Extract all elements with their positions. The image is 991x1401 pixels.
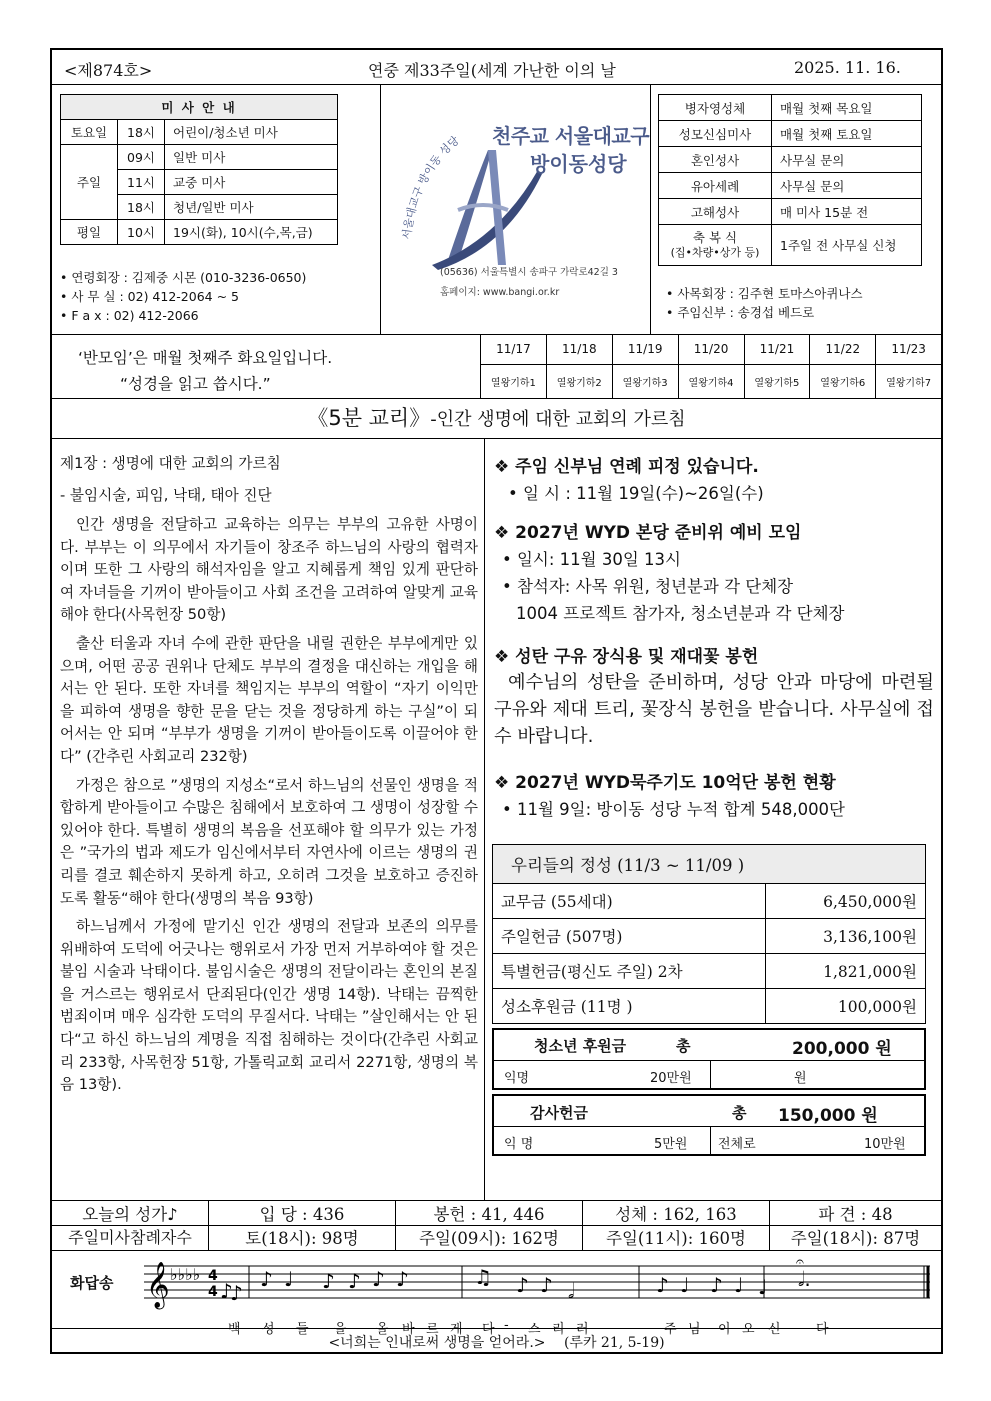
youth-donation-other: 원	[794, 1071, 807, 1086]
sunday-time-2: 11시	[118, 170, 165, 195]
sacrament-name-blessing	[659, 225, 772, 266]
sunday-label: 주일	[61, 145, 118, 220]
cal-date: 11/22	[810, 334, 876, 364]
contact-fax: • F a x : 02) 412-2066	[60, 308, 199, 323]
lyric-syllable: 성	[262, 1322, 275, 1337]
thanks-donation-anon-amount: 5만원	[654, 1137, 688, 1152]
thanks-donation-box	[492, 1094, 926, 1156]
offering-label: 특별헌금(평신도 주일) 2차	[493, 954, 766, 989]
catechism-paragraph: 가정은 참으로 ”생명의 지성소“로서 하느님의 선물인 생명을 적합하게 받아들이고 수많은 침해에서 보호하여 그 생명이 성장할 수 있어야 한다. 특별히 생명의 복음을 선포해야 할 의무가 있는 가정은 ”국가의 법과 제도가 임신에서부터 자연사에 이르는 생명의 권리를 결코 훼손하지 못하게 하고, 오히려 그것을 보호하고 증진하도록 활동“해야 한다(생명의 복음 93항)	[60, 776, 478, 907]
youth-donation-anon: 익명	[504, 1071, 530, 1086]
sunday-time-1: 09시	[118, 145, 165, 170]
lyric-syllable: 러	[576, 1322, 589, 1337]
stat-dismissal: 파 견 : 48	[770, 1201, 942, 1226]
stats-table	[52, 1200, 941, 1226]
svg-text:♪: ♪	[540, 1273, 553, 1297]
cal-date: 11/18	[546, 334, 612, 364]
sacrament-name: 고해성사	[659, 199, 772, 225]
offering-amount: 6,450,000원	[766, 884, 926, 919]
lyric-syllable: -	[504, 1318, 509, 1333]
youth-donation-label: 청소년 후원금	[534, 1037, 627, 1055]
mass-schedule-table	[60, 94, 338, 245]
saturday-time: 18시	[118, 120, 165, 145]
lyric-syllable: 신	[768, 1322, 781, 1337]
offering-label: 교무금 (55세대)	[493, 884, 766, 919]
stat-offertory: 봉헌 : 41, 446	[396, 1201, 583, 1226]
contact-pastor: • 주임신부 : 송경섭 베드로	[666, 305, 815, 320]
sacrament-name: 혼인성사	[659, 147, 772, 173]
lyric-syllable: 다	[816, 1322, 829, 1337]
offering-amount: 1,821,000원	[766, 954, 926, 989]
section-title	[52, 402, 941, 432]
parish-address: (05636) 서울특별시 송파구 가락로42길 3	[440, 267, 618, 278]
sacrament-value: 1주일 전 사무실 신청	[772, 225, 922, 266]
svg-text:♪: ♪	[656, 1273, 669, 1297]
bible-reading-calendar	[480, 334, 941, 399]
sunday-desc-1: 일반 미사	[165, 145, 338, 170]
youth-donation-anon-amount: 20만원	[650, 1071, 692, 1086]
cal-reading: 열왕기하3	[612, 364, 678, 398]
notice-body: 예수님의 성탄을 준비하며, 성당 안과 마당에 마련될 구유와 제대 트리, 꽃장식 봉헌을 받습니다. 사무실에 접수 바랍니다.	[494, 672, 934, 747]
youth-donation-box	[492, 1028, 926, 1090]
sunday-time-3: 18시	[118, 195, 165, 220]
lyric-syllable: 들	[296, 1322, 309, 1337]
lyric-syllable: 을	[334, 1322, 347, 1337]
svg-text:𝅗𝅥.: 𝅗𝅥.	[798, 1267, 811, 1291]
youth-donation-total-label: 총	[676, 1037, 691, 1055]
svg-text:♪: ♪	[220, 1279, 233, 1303]
blessing-label: 축 복 식	[692, 230, 738, 245]
lyric-syllable: 올	[376, 1322, 389, 1337]
section-title-sub: -인간 생명에 대한 교회의 가르침	[430, 409, 686, 430]
blessing-sublabel: (집•차량•상가 등)	[670, 246, 760, 259]
sunday-desc-2: 교중 미사	[165, 170, 338, 195]
banner-line-1: ‘반모임’은 매월 첫째주 화요일입니다.	[78, 349, 333, 367]
lyric-syllable: 바	[402, 1322, 415, 1337]
thanks-donation-total-label: 총	[732, 1104, 747, 1122]
lyric-syllable: 르	[426, 1322, 439, 1337]
stat-hymn: 오늘의 성가♪	[52, 1201, 209, 1226]
cal-date: 11/23	[876, 334, 941, 364]
svg-text:4: 4	[208, 1284, 218, 1300]
notices	[494, 452, 934, 820]
offering-amount: 100,000원	[766, 989, 926, 1024]
svg-text:♩: ♩	[284, 1267, 294, 1291]
notice-title: ❖ 주임 신부님 연례 피정 있습니다.	[494, 457, 759, 477]
lyric-syllable: 스	[528, 1322, 541, 1337]
stat-entrance: 입 당 : 436	[209, 1201, 396, 1226]
svg-text:♩: ♩	[680, 1273, 690, 1297]
notice-line: • 일 시 : 11월 19일(수)~26일(수)	[508, 484, 764, 503]
weekday-label: 평일	[61, 220, 118, 245]
logo-parish: 방이동성당	[530, 152, 627, 176]
svg-text:♭♭♭♭: ♭♭♭♭	[170, 1265, 201, 1284]
lyric-syllable: 리	[552, 1322, 565, 1337]
attendance-sun18: 주일(18시): 87명	[770, 1224, 942, 1250]
gospel-reference: (루카 21, 5-19)	[563, 1335, 665, 1351]
offering-label: 성소후원금 (11명 )	[493, 989, 766, 1024]
offering-label: 주일헌금 (507명)	[493, 919, 766, 954]
sacrament-value: 사무실 문의	[772, 173, 922, 199]
section-title-main: 《5분 교리》	[307, 406, 431, 430]
notice-title: ❖ 2027년 WYD묵주기도 10억단 봉헌 현황	[494, 773, 836, 793]
contact-office: • 사 무 실 : 02) 412-2064 ~ 5	[60, 289, 239, 304]
cal-reading: 열왕기하2	[546, 364, 612, 398]
sacrament-name: 유아세례	[659, 173, 772, 199]
notice-title: ❖ 2027년 WYD 본당 준비위 예비 모임	[494, 523, 802, 543]
issue-number: <제874호>	[64, 61, 153, 80]
svg-text:♪: ♪	[230, 1281, 243, 1305]
gospel-verse: <너희는 인내로써 생명을 얻어라.>	[328, 1335, 546, 1351]
saturday-label: 토요일	[61, 120, 118, 145]
thanks-donation-total: 150,000 원	[778, 1106, 878, 1126]
contact-council: • 사목회장 : 김주현 토마스아퀴나스	[666, 286, 863, 301]
saturday-desc: 어린이/청소년 미사	[165, 120, 338, 145]
stat-communion: 성체 : 162, 163	[583, 1201, 770, 1226]
thanks-donation-all: 전체로	[718, 1137, 756, 1152]
cal-reading: 열왕기하1	[481, 364, 547, 398]
attendance-sat: 토(18시): 98명	[209, 1224, 396, 1250]
sacrament-value: 매 미사 15분 전	[772, 199, 922, 225]
sacraments-table	[658, 94, 922, 266]
svg-text:♪: ♪	[516, 1273, 529, 1297]
lyric-syllable: 이	[718, 1322, 731, 1337]
music-staff-icon	[144, 1256, 934, 1316]
sacrament-value: 사무실 문의	[772, 147, 922, 173]
lyric-syllable: 백	[228, 1322, 241, 1337]
offering-amount: 3,136,100원	[766, 919, 926, 954]
catechism-topic: - 불임시술, 피임, 낙태, 태아 진단	[60, 487, 272, 504]
notice-title: ❖ 성탄 구유 장식용 및 재대꽃 봉헌	[494, 647, 759, 667]
svg-text:♩: ♩	[758, 1275, 768, 1299]
catechism-paragraph: 인간 생명을 전달하고 교육하는 의무는 부부의 고유한 사명이다. 부부는 이 의무에서 자기들이 창조주 하느님의 사랑의 협력자이며 또한 그 사랑의 해석자임을 알고 지혜롭게 책임 있게 판단하여 자녀들을 기꺼이 받아들이고 사회 조건을 고려하여 알맞게 교육해야 한다(사목헌장 50항)	[60, 516, 478, 624]
catechism-body	[60, 514, 478, 1097]
catechism-chapter: 제1장 : 생명에 대한 교회의 가르침	[60, 455, 281, 472]
svg-text:♪: ♪	[710, 1273, 723, 1297]
notice-line: • 참석자: 사목 위원, 청년분과 각 단체장	[502, 577, 794, 596]
cal-date: 11/21	[744, 334, 810, 364]
svg-text:4: 4	[208, 1268, 218, 1284]
catechism-paragraph: 하느님께서 가정에 맡기신 인간 생명의 전달과 보존의 의무를 위배하여 도덕에 어긋나는 행위로서 가장 먼저 거부하여야 할 것은 불임 시술과 낙태이다. 불임시술은 생명의 전달이라는 혼인의 본질을 거스르는 행위로서 단죄된다(인간 생명 14항). 낙태는 끔찍한 범죄이며 매우 심각한 도덕의 무질서다. 낙태는 ”살인해서는 안 된다“고 하신 하느님의 계명을 직접 침해하는 것이다(간추린 사회교리 233항, 사목헌장 51항, 가톨릭교회 교리서 2271항, 생명의 복음 13항).	[60, 918, 478, 1094]
sunday-title: 연중 제33주일(세계 가난한 이의 날	[368, 61, 616, 80]
bulletin-page	[50, 48, 943, 1354]
svg-text:𝄐: 𝄐	[796, 1256, 804, 1270]
youth-donation-total: 200,000 원	[792, 1039, 892, 1059]
logo-curve-text: 서울대교구 방이동 성당	[400, 133, 462, 241]
cal-reading: 열왕기하5	[744, 364, 810, 398]
notice-line: 1004 프로젝트 참가자, 청소년분과 각 단체장	[516, 604, 845, 623]
weekday-time: 10시	[118, 220, 165, 245]
offerings-title: 우리들의 정성 (11/3 ~ 11/09 )	[493, 845, 926, 884]
attendance-sun11: 주일(11시): 160명	[583, 1224, 770, 1250]
notice-line: • 일시: 11월 30일 13시	[502, 550, 681, 569]
svg-text:𝄞: 𝄞	[146, 1262, 170, 1308]
sacrament-name: 성모신심미사	[659, 121, 772, 147]
lyric-syllable: 님	[688, 1322, 701, 1337]
sunday-desc-3: 청년/일반 미사	[165, 195, 338, 220]
svg-text:♪: ♪	[348, 1269, 361, 1293]
contacts-left	[60, 268, 306, 325]
mass-schedule-title: 미 사 안 내	[61, 95, 338, 120]
gospel-line	[52, 1332, 941, 1352]
svg-text:♩: ♩	[734, 1273, 744, 1297]
thanks-donation-anon: 익 명	[504, 1137, 534, 1152]
cal-reading: 열왕기하6	[810, 364, 876, 398]
notice-line: • 11월 9일: 방이동 성당 누적 합계 548,000단	[502, 800, 845, 819]
cal-reading: 열왕기하4	[678, 364, 744, 398]
thanks-donation-all-amount: 10만원	[864, 1137, 906, 1152]
cal-date: 11/17	[481, 334, 547, 364]
lyric-syllable: 다	[482, 1322, 495, 1337]
logo-diocese: 천주교 서울대교구	[492, 124, 650, 148]
svg-text:♫: ♫	[474, 1265, 492, 1289]
bulletin-date: 2025. 11. 16.	[794, 58, 901, 77]
psalm-label: 화답송	[70, 1274, 114, 1292]
cal-date: 11/20	[678, 334, 744, 364]
sacrament-name: 병자영성체	[659, 95, 772, 121]
attendance-sun9: 주일(09시): 162명	[396, 1224, 583, 1250]
svg-text:서울대교구 방이동 성당	[399, 133, 462, 240]
svg-text:𝅗𝅥: 𝅗𝅥	[568, 1279, 575, 1303]
svg-text:♪: ♪	[372, 1267, 385, 1291]
contact-funeral: • 연령회장 : 김제중 시몬 (010-3236-0650)	[60, 270, 307, 285]
svg-text:♪: ♪	[322, 1269, 335, 1293]
svg-text:♪: ♪	[260, 1267, 273, 1291]
sacrament-value: 매월 첫째 토요일	[772, 121, 922, 147]
lyric-syllable: 오	[742, 1322, 755, 1337]
svg-text:♪: ♪	[396, 1267, 409, 1291]
lyric-syllable: 주	[664, 1322, 677, 1337]
catechism-paragraph: 출산 터울과 자녀 수에 관한 판단을 내릴 권한은 부부에게만 있으며, 어떤 공공 권위나 단체도 부부의 결정을 대신하는 개입을 해서는 안 된다. 또한 자녀를 책임지는 부부의 역할이 “자기 이익만을 피하여 생명을 향한 문을 닫는 것을 정당하게 하는 구실”이 되어서는 안 되며 “부부가 생명을 기꺼이 받아들이도록 이끌어야 한다” (간추린 사회교리 232항)	[60, 634, 478, 765]
weekday-desc: 19시(화), 10시(수,목,금)	[165, 220, 338, 245]
cal-reading: 열왕기하7	[876, 364, 941, 398]
psalm-staff	[144, 1256, 934, 1316]
contacts-right	[666, 284, 863, 322]
attendance-table	[52, 1224, 941, 1251]
offerings-table	[492, 844, 926, 1024]
attendance-label: 주일미사참례자수	[52, 1224, 209, 1250]
parish-homepage: 홈페이지: www.bangi.or.kr	[440, 287, 560, 298]
sacrament-value: 매월 첫째 목요일	[772, 95, 922, 121]
cal-date: 11/19	[612, 334, 678, 364]
banner-line-2: “성경을 읽고 씁시다.”	[120, 375, 271, 393]
lyric-syllable: 게	[450, 1322, 463, 1337]
thanks-donation-label: 감사헌금	[530, 1104, 588, 1122]
